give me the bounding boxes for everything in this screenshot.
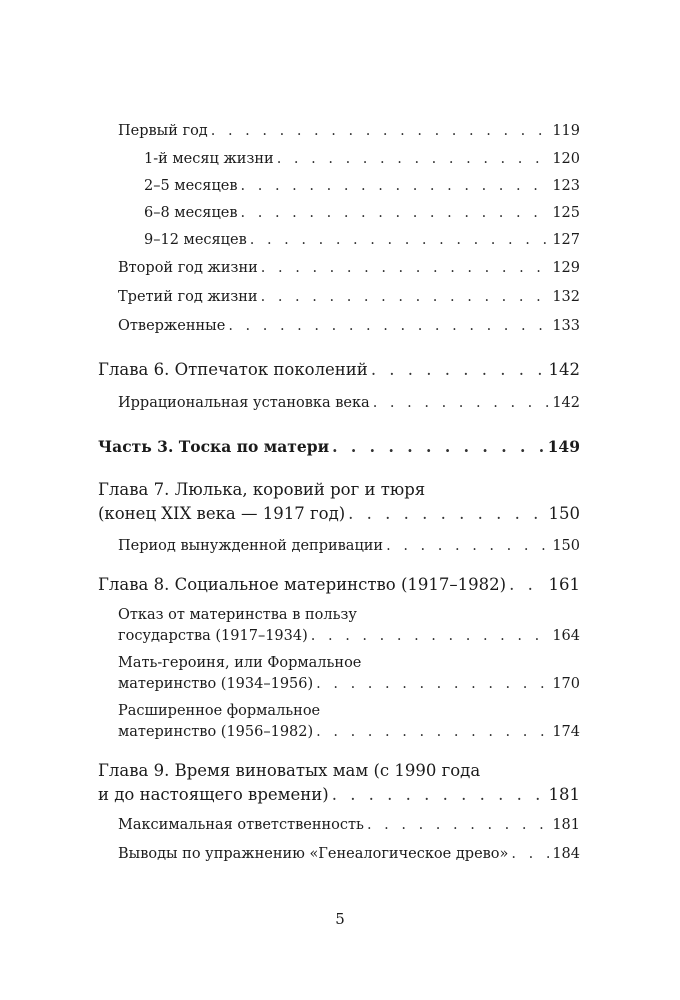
dot-leader — [316, 674, 549, 695]
toc-entry-title: Второй год жизни — [118, 260, 258, 276]
dot-leader — [241, 173, 550, 200]
toc-chapter — [98, 759, 580, 807]
dot-leader — [332, 434, 545, 460]
toc-entry-page: 133 — [552, 318, 580, 334]
dot-leader — [241, 200, 550, 227]
toc-entry — [144, 173, 580, 200]
toc-entry-page: 149 — [547, 437, 580, 456]
dot-leader — [373, 389, 550, 418]
toc-entry — [144, 146, 580, 173]
toc-part — [98, 434, 580, 460]
toc-entry-page: 123 — [552, 178, 580, 194]
toc-entry — [118, 605, 580, 647]
toc-entry-title: 2–5 месяцев — [144, 178, 238, 194]
toc-chapter — [98, 573, 580, 597]
toc-entry-page: 150 — [552, 538, 580, 554]
toc-entry-title: 9–12 месяцев — [144, 232, 247, 248]
dot-leader — [509, 573, 545, 597]
toc-entry-title: Иррациональная установка века — [118, 395, 370, 411]
dot-leader — [211, 117, 550, 146]
toc-entry-line2 — [118, 722, 580, 743]
toc-entry-line2 — [118, 674, 580, 695]
toc-entry-page: 161 — [548, 575, 580, 594]
dot-leader — [228, 312, 549, 341]
toc-entry-page: 129 — [552, 260, 580, 276]
toc-entry-title: Третий год жизни — [118, 289, 258, 305]
dot-leader — [311, 626, 550, 647]
toc-entry — [118, 254, 580, 283]
toc-entry-title: Максимальная ответственность — [118, 817, 364, 833]
toc-entry-page: 164 — [552, 628, 580, 644]
toc-entry-line2 — [98, 783, 580, 807]
toc-entry-title-line1: Мать-героиня, или Формальное — [118, 655, 362, 671]
toc-entry-title: Глава 8. Социальное материнство (1917–1982) — [98, 575, 507, 594]
toc-entry-title: Глава 6. Отпечаток поколений — [98, 360, 368, 379]
toc-entry-line2 — [98, 502, 580, 526]
toc-entry-page: 119 — [552, 123, 580, 139]
toc-entry-title: 1-й месяц жизни — [144, 151, 274, 167]
dot-leader — [371, 358, 546, 382]
toc-entry-title-line1: Расширенное формальное — [118, 703, 321, 719]
toc-entry-title: 6–8 месяцев — [144, 205, 238, 221]
toc-entry-page: 142 — [552, 395, 580, 411]
dot-leader — [386, 532, 549, 561]
toc-entry-page: 142 — [548, 360, 580, 379]
toc-entry-title: Период вынужденной депривации — [118, 538, 384, 554]
toc-entry — [118, 701, 580, 743]
dot-leader — [348, 502, 545, 526]
dot-leader — [277, 146, 550, 173]
toc-entry — [144, 227, 580, 254]
dot-leader — [511, 840, 549, 869]
toc-entry-line2 — [118, 626, 580, 647]
toc-entry — [144, 200, 580, 227]
table-of-contents — [98, 117, 580, 869]
toc-entry-title-line2: (конец XIX века — 1917 год) — [98, 504, 346, 523]
toc-entry-title: Часть 3. Тоска по матери — [98, 437, 330, 456]
toc-entry-page: 125 — [552, 205, 580, 221]
toc-entry — [118, 117, 580, 146]
toc-entry — [118, 840, 580, 869]
toc-entry — [118, 389, 580, 418]
toc-entry-title-line2: и до настоящего времени) — [98, 785, 329, 804]
toc-entry — [118, 811, 580, 840]
dot-leader — [261, 254, 550, 283]
dot-leader — [261, 283, 550, 312]
dot-leader — [250, 227, 550, 254]
page-number: 5 — [335, 910, 345, 928]
toc-entry-title: Отверженные — [118, 318, 226, 334]
toc-entry-page: 132 — [552, 289, 580, 305]
toc-entry — [118, 312, 580, 341]
toc-entry-page: 150 — [548, 504, 580, 523]
toc-entry-title-line1: Глава 9. Время виноватых мам (с 1990 года — [98, 761, 481, 780]
toc-entry — [118, 283, 580, 312]
toc-entry — [118, 653, 580, 695]
toc-entry-title: Первый год — [118, 123, 208, 139]
toc-entry — [118, 532, 580, 561]
toc-entry-title: Выводы по упражнению «Генеалогическое древо» — [118, 846, 509, 862]
dot-leader — [316, 722, 549, 743]
toc-entry-title-line1: Отказ от материнства в пользу — [118, 607, 357, 623]
toc-entry-title-line2: материнство (1934–1956) — [118, 676, 314, 692]
toc-entry-page: 181 — [552, 817, 580, 833]
toc-entry-title-line2: государства (1917–1934) — [118, 628, 308, 644]
toc-entry-page: 127 — [552, 232, 580, 248]
toc-entry-page: 184 — [552, 846, 580, 862]
toc-entry-page: 120 — [552, 151, 580, 167]
dot-leader — [367, 811, 549, 840]
toc-chapter — [98, 478, 580, 526]
toc-entry-page: 170 — [552, 676, 580, 692]
toc-entry-page: 181 — [548, 785, 580, 804]
dot-leader — [332, 783, 546, 807]
toc-chapter — [98, 358, 580, 382]
toc-entry-page: 174 — [552, 724, 580, 740]
toc-entry-title-line1: Глава 7. Люлька, коровий рог и тюря — [98, 480, 426, 499]
toc-entry-title-line2: материнство (1956–1982) — [118, 724, 314, 740]
